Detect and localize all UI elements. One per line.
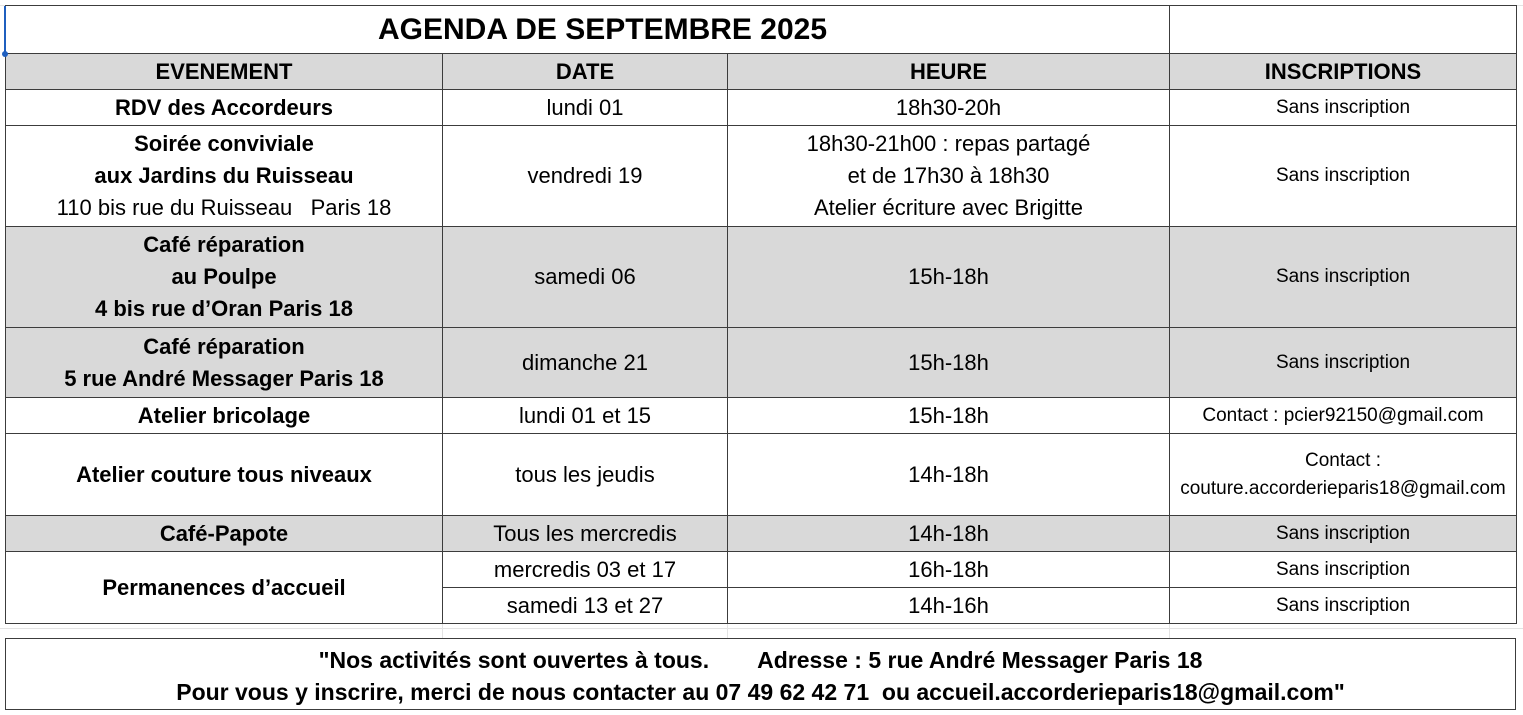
inscription-cell[interactable]	[1170, 227, 1517, 328]
time-cell[interactable]: 16h-18h	[728, 552, 1170, 588]
inscription-line: Contact :	[1304, 449, 1382, 471]
table-row	[6, 328, 1517, 398]
sheet-gridline	[727, 624, 728, 638]
sheet-gridline	[0, 628, 1523, 629]
inscription-line: Sans inscription	[1275, 96, 1411, 118]
footer-line-2: Pour vous y inscrire, merci de nous contacter au 07 49 62 42 71 ou accueil.accorderieparis18@gmail.com"	[176, 679, 1345, 705]
time-cell[interactable]	[728, 434, 1170, 516]
page-title[interactable]: AGENDA DE SEPTEMBRE 2025	[6, 6, 1170, 54]
table-row	[6, 126, 1517, 227]
table-row	[6, 434, 1517, 516]
event-line: Permanences d’accueil	[102, 574, 346, 600]
inscription-line: couture.accorderieparis18@gmail.com	[1180, 477, 1506, 499]
table-row	[6, 90, 1517, 126]
agenda-table	[5, 5, 1517, 624]
inscription-cell[interactable]	[1170, 434, 1517, 516]
event-cell[interactable]	[6, 328, 443, 398]
date-cell[interactable]: samedi 13 et 27	[443, 588, 728, 624]
table-row	[6, 398, 1517, 434]
event-cell[interactable]	[6, 516, 443, 552]
time-line: 18h30-21h00 : repas partagé	[806, 131, 1091, 156]
time-line: 18h30-20h	[895, 94, 1002, 120]
event-cell[interactable]	[6, 398, 443, 434]
event-cell[interactable]	[6, 434, 443, 516]
sheet-gridline	[442, 624, 443, 638]
inscription-cell[interactable]: Sans inscription	[1170, 552, 1517, 588]
date-cell[interactable]: vendredi 19	[443, 126, 728, 227]
column-header-evenement[interactable]: EVENEMENT	[6, 54, 443, 90]
inscription-cell[interactable]	[1170, 398, 1517, 434]
column-header-heure[interactable]: HEURE	[728, 54, 1170, 90]
time-cell[interactable]: 14h-16h	[728, 588, 1170, 624]
event-cell[interactable]	[6, 552, 443, 624]
time-cell[interactable]	[728, 126, 1170, 227]
time-line: 14h-18h	[908, 520, 989, 546]
inscription-cell[interactable]	[1170, 328, 1517, 398]
time-line: et de 17h30 à 18h30	[847, 163, 1050, 188]
date-cell[interactable]: lundi 01 et 15	[443, 398, 728, 434]
event-line: Atelier bricolage	[137, 402, 311, 428]
table-row	[6, 552, 1517, 588]
sheet-gridline	[1169, 624, 1170, 638]
time-cell[interactable]	[728, 398, 1170, 434]
footer-open-text: "Nos activités sont ouvertes à tous.	[318, 647, 710, 673]
table-row	[6, 516, 1517, 552]
column-header-date[interactable]: DATE	[443, 54, 728, 90]
inscription-cell[interactable]	[1170, 90, 1517, 126]
inscription-cell[interactable]	[1170, 516, 1517, 552]
time-cell[interactable]	[728, 227, 1170, 328]
inscription-cell[interactable]: Sans inscription	[1170, 588, 1517, 624]
empty-cell[interactable]	[1170, 6, 1517, 54]
selection-handle-icon[interactable]	[2, 51, 8, 57]
header-row	[6, 54, 1517, 90]
date-cell[interactable]: samedi 06	[443, 227, 728, 328]
footer-address: Adresse : 5 rue André Messager Paris 18	[757, 647, 1203, 673]
date-cell[interactable]: Tous les mercredis	[443, 516, 728, 552]
date-cell[interactable]: dimanche 21	[443, 328, 728, 398]
table-row	[6, 227, 1517, 328]
inscription-line: Sans inscription	[1275, 351, 1411, 373]
inscription-line: Sans inscription	[1275, 266, 1411, 287]
event-line: Café réparation	[143, 333, 305, 359]
event-line: Soirée conviviale	[134, 131, 314, 156]
event-cell[interactable]	[6, 126, 443, 227]
date-cell[interactable]: tous les jeudis	[443, 434, 728, 516]
date-cell[interactable]: mercredis 03 et 17	[443, 552, 728, 588]
event-line: au Poulpe	[171, 264, 277, 289]
event-address: 110 bis rue du Ruisseau Paris 18	[56, 195, 392, 220]
inscription-cell[interactable]	[1170, 126, 1517, 227]
event-cell[interactable]	[6, 227, 443, 328]
inscription-line: Sans inscription	[1275, 522, 1411, 544]
event-line: 4 bis rue d’Oran Paris 18	[94, 296, 353, 321]
time-line: 14h-18h	[908, 461, 989, 487]
event-line: Café-Papote	[159, 520, 289, 546]
inscription-line: Contact : pcier92150@gmail.com	[1202, 404, 1484, 426]
footer-line-1	[6, 639, 1515, 676]
footer-note[interactable]	[5, 638, 1516, 710]
event-line: aux Jardins du Ruisseau	[94, 163, 354, 188]
time-line: 15h-18h	[908, 402, 989, 428]
event-cell[interactable]	[6, 90, 443, 126]
date-cell[interactable]: lundi 01	[443, 90, 728, 126]
time-line: 15h-18h	[908, 264, 989, 289]
event-line: Café réparation	[143, 232, 305, 257]
time-line: Atelier écriture avec Brigitte	[814, 195, 1083, 220]
event-line: Atelier couture tous niveaux	[76, 461, 372, 487]
time-cell[interactable]	[728, 516, 1170, 552]
event-line: 5 rue André Messager Paris 18	[64, 365, 384, 391]
time-cell[interactable]	[728, 90, 1170, 126]
event-line: RDV des Accordeurs	[114, 94, 334, 120]
cell-cursor-handle[interactable]	[4, 6, 6, 54]
inscription-line: Sans inscription	[1275, 165, 1411, 186]
time-cell[interactable]	[728, 328, 1170, 398]
title-row	[6, 6, 1517, 54]
time-line: 15h-18h	[908, 349, 989, 375]
column-header-inscriptions[interactable]: INSCRIPTIONS	[1170, 54, 1517, 90]
